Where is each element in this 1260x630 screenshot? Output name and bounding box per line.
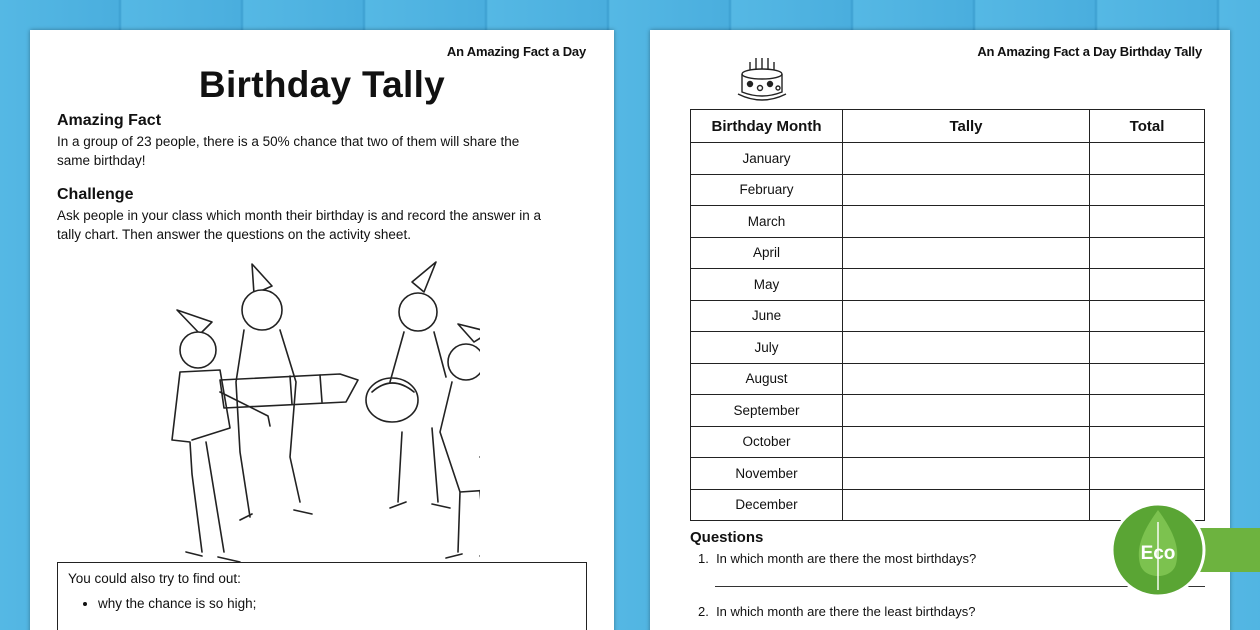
eco-label: Eco: [1140, 543, 1176, 564]
extension-intro: You could also try to find out:: [68, 571, 241, 586]
table-row: [691, 269, 1205, 301]
challenge-line-2: tally chart. Then answer the questions on the activity sheet.: [57, 227, 411, 242]
tally-cell[interactable]: [843, 363, 1090, 395]
extension-list: [98, 596, 576, 611]
page-title: Birthday Tally: [198, 64, 446, 105]
birthday-tally-table: [690, 109, 1205, 521]
total-cell[interactable]: [1090, 395, 1205, 427]
tally-cell[interactable]: [843, 395, 1090, 427]
table-header-row: [691, 110, 1205, 143]
header-total: Total: [1090, 110, 1205, 143]
tally-cell[interactable]: [843, 332, 1090, 364]
tally-cell[interactable]: [843, 300, 1090, 332]
total-cell[interactable]: [1090, 332, 1205, 364]
table-row: [691, 237, 1205, 269]
month-cell: December: [691, 489, 843, 521]
total-cell[interactable]: [1090, 206, 1205, 238]
amazing-fact-line-1: In a group of 23 people, there is a 50% chance that two of them will share the: [57, 134, 520, 149]
amazing-fact-text: [57, 132, 597, 170]
month-cell: August: [691, 363, 843, 395]
eco-badge: [1110, 502, 1260, 602]
month-cell: May: [691, 269, 843, 301]
table-row: [691, 174, 1205, 206]
series-title: An Amazing Fact a Day: [446, 44, 586, 59]
month-cell: June: [691, 300, 843, 332]
tally-cell[interactable]: [843, 269, 1090, 301]
questions-heading: Questions: [690, 529, 764, 546]
total-cell[interactable]: [1090, 458, 1205, 490]
children-illustration: [140, 252, 480, 578]
table-row: [691, 206, 1205, 238]
question-1: 1. In which month are there the most birthdays?: [698, 551, 977, 566]
table-row: [691, 426, 1205, 458]
total-cell[interactable]: [1090, 300, 1205, 332]
month-cell: October: [691, 426, 843, 458]
question-2: 2. In which month are there the least birthdays?: [698, 604, 976, 619]
total-cell[interactable]: [1090, 237, 1205, 269]
amazing-fact-heading: Amazing Fact: [57, 112, 162, 129]
extension-item: • why the chance is so high;: [98, 596, 576, 611]
tally-cell[interactable]: [843, 426, 1090, 458]
header-tally: Tally: [843, 110, 1090, 143]
challenge-heading: Challenge: [57, 186, 134, 203]
month-cell: November: [691, 458, 843, 490]
table-row: [691, 395, 1205, 427]
total-cell[interactable]: [1090, 269, 1205, 301]
table-row: [691, 332, 1205, 364]
table-row: [691, 458, 1205, 490]
table-row: [691, 300, 1205, 332]
header-birthday-month: Birthday Month: [691, 110, 843, 143]
month-cell: July: [691, 332, 843, 364]
tally-cell[interactable]: [843, 143, 1090, 175]
month-cell: April: [691, 237, 843, 269]
month-cell: March: [691, 206, 843, 238]
table-row: [691, 143, 1205, 175]
amazing-fact-line-2: same birthday!: [57, 153, 146, 168]
series-subtitle: An Amazing Fact a Day Birthday Tally: [977, 44, 1202, 59]
tally-cell[interactable]: [843, 489, 1090, 521]
challenge-text: [57, 206, 597, 244]
total-cell[interactable]: [1090, 174, 1205, 206]
extension-box: [57, 562, 587, 630]
month-cell: February: [691, 174, 843, 206]
month-cell: September: [691, 395, 843, 427]
challenge-sheet: [30, 30, 614, 630]
total-cell[interactable]: [1090, 363, 1205, 395]
table-row: [691, 363, 1205, 395]
tally-cell[interactable]: [843, 458, 1090, 490]
total-cell[interactable]: [1090, 426, 1205, 458]
month-cell: January: [691, 143, 843, 175]
birthday-cake-icon: [734, 50, 794, 110]
tally-cell[interactable]: [843, 174, 1090, 206]
tally-cell[interactable]: [843, 237, 1090, 269]
tally-cell[interactable]: [843, 206, 1090, 238]
total-cell[interactable]: [1090, 143, 1205, 175]
challenge-line-1: Ask people in your class which month their birthday is and record the answer in a: [57, 208, 541, 223]
